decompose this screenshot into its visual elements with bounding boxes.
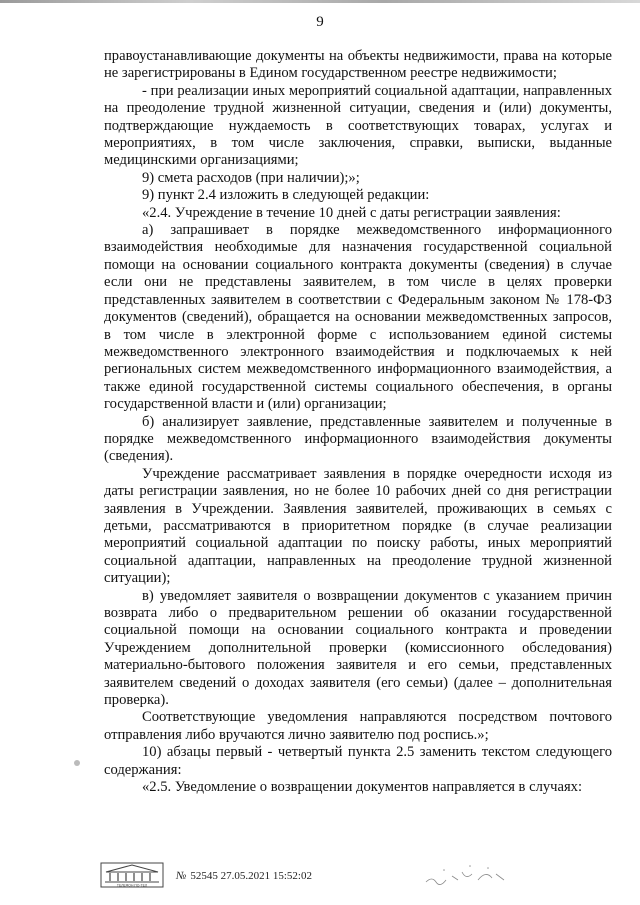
margin-dot xyxy=(74,760,80,766)
registration-info: 52545 27.05.2021 15:52:02 xyxy=(190,870,312,882)
building-stamp-icon xyxy=(100,862,164,888)
paragraph: 9) смета расходов (при наличии);»; xyxy=(142,169,360,186)
paragraph: 10) абзацы первый - четвертый пункта 2.5 заменить текстом следующего содержания: xyxy=(104,744,612,778)
registration-stamp xyxy=(176,870,312,882)
page-number: 9 xyxy=(316,14,324,30)
paragraph: 9) пункт 2.4 изложить в следующей редакции: xyxy=(142,187,430,204)
paragraph: а) запрашивает в порядке межведомственного информационного взаимодействия необходимые для назначения государственной социальной помощи на основании социального контракта документы (сведения) в случае если они не представлены заявителем, в том числе в целях проверки представленных заявителем в соответствии с Федеральным законом № 178-ФЗ документов (сведений), обращается на основании межведомственных запросов, в том числе в электронной форме с использованием единой системы межведомственного электронного взаимодействия и подключаемых к ней региональных систем межведомственного информационного взаимодействия, а также единой государственной системы социального обеспечения, в органы государственной власти и (или) организации; xyxy=(104,222,612,413)
paragraph: «2.4. Учреждение в течение 10 дней с даты регистрации заявления: xyxy=(142,204,561,221)
paragraph: б) анализирует заявление, представленные заявителем и полученные в порядке межведомственного информационного взаимодействия документы (сведения). xyxy=(104,413,612,465)
paragraph: Учреждение рассматривает заявления в порядке очередности исходя из даты регистрации заявления, но не более 10 рабочих дней со дня регистрации заявления в Учреждении. Заявления заявителей, проживающих в семьях с детьми, рассматриваются в приоритетном порядке (в случае реализации мероприятий социальной адаптации по поиску работы, иных мероприятий социальной адаптации, направленных на преодоление трудной жизненной ситуации); xyxy=(104,465,612,587)
signature-mark xyxy=(422,862,512,888)
paragraph: правоустанавливающие документы на объекты недвижимости, права на которые не зарегистрированы в Едином государственном реестре недвижимости; xyxy=(104,48,612,82)
paragraph: «2.5. Уведомление о возвращении документов направляется в случаях: xyxy=(142,779,583,796)
stamp-caption: ТЕЛЕФОН ПО-ТЕЛ xyxy=(116,883,148,888)
paragraph: в) уведомляет заявителя о возвращении документов с указанием причин возврата либо о предварительном решении об оказании государственной социальной помощи на основании социального контракта и проведении Учреждением дополнительной проверки (комиссионного обследования) материально-бытового положения заявителя и его семьи, представленных заявителем сведений о доходах заявителя (его семьи) (далее – дополнительная проверка). xyxy=(104,587,612,709)
number-sign: № xyxy=(176,870,187,882)
document-body xyxy=(104,48,612,796)
paragraph: Соответствующие уведомления направляются посредством почтового отправления либо вручаются лично заявителю под роспись.»; xyxy=(104,709,612,743)
footer xyxy=(100,862,640,896)
scan-top-edge xyxy=(0,0,640,3)
paragraph: - при реализации иных мероприятий социальной адаптации, направленных на преодоление трудной жизненной ситуации, сведения и (или) документы, подтверждающие нуждаемость в соответствующих товарах, услугах и мероприятиях, в том числе заключения, справки, выписки, выданные медицинскими организациями; xyxy=(104,82,612,169)
